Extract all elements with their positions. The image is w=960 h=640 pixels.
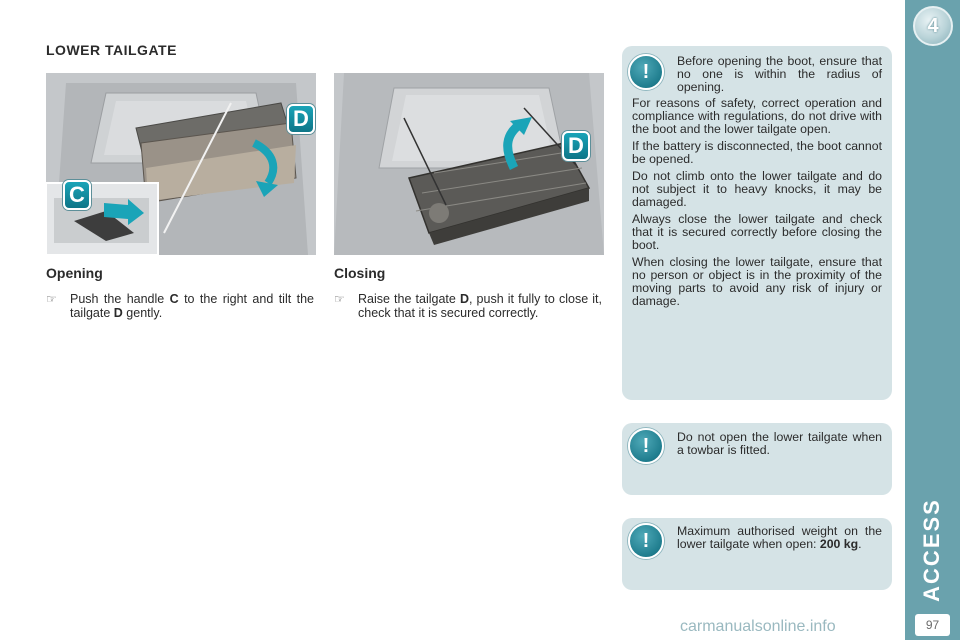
warning-icon: ! bbox=[628, 54, 664, 90]
figure-label-d-closing: D bbox=[562, 131, 590, 161]
closing-title: Closing bbox=[334, 265, 386, 281]
opening-title: Opening bbox=[46, 265, 103, 281]
opening-step-text: Push the handle C to the right and tilt the tailgate D gently. bbox=[70, 292, 314, 320]
chapter-number: 4 bbox=[927, 14, 939, 37]
pointer-hand-icon: ☞ bbox=[46, 292, 57, 306]
safety-note-paragraph: If the battery is disconnected, the boot cannot be opened. bbox=[632, 139, 882, 166]
safety-note-paragraphs bbox=[632, 97, 882, 312]
weight-note-text: Maximum authorised weight on the lower tailgate when open: 200 kg. bbox=[677, 524, 882, 551]
warning-icon: ! bbox=[628, 523, 664, 559]
figure-label-d: D bbox=[287, 104, 315, 134]
chapter-title: ACCESS bbox=[919, 498, 944, 602]
warning-icon: ! bbox=[628, 428, 664, 464]
page-number: 97 bbox=[915, 614, 950, 636]
towbar-note-text: Do not open the lower tailgate when a towbar is fitted. bbox=[677, 430, 882, 457]
closing-step-text: Raise the tailgate D, push it fully to close it, check that it is secured correctly. bbox=[358, 292, 602, 320]
safety-note-paragraph: Do not climb onto the lower tailgate and do not subject it to heavy knocks, it may be damaged. bbox=[632, 169, 882, 209]
pointer-hand-icon: ☞ bbox=[334, 292, 345, 306]
watermark: carmanualsonline.info bbox=[680, 618, 836, 635]
page-title: LOWER TAILGATE bbox=[46, 42, 177, 58]
opening-illustration bbox=[46, 73, 316, 255]
closing-step bbox=[334, 292, 602, 320]
opening-step bbox=[46, 292, 314, 320]
closing-illustration bbox=[334, 73, 604, 255]
safety-note-lead: Before opening the boot, ensure that no one is within the radius of opening. bbox=[677, 54, 882, 94]
chapter-badge bbox=[913, 6, 953, 46]
safety-note-paragraph: For reasons of safety, correct operation and compliance with regulations, do not drive with the boot and the lower tailgate open. bbox=[632, 96, 882, 136]
figure-label-c: C bbox=[63, 180, 91, 210]
safety-note-paragraph: Always close the lower tailgate and check that it is secured correctly before closing the boot. bbox=[632, 212, 882, 252]
opening-illustration-drawing bbox=[46, 73, 316, 255]
safety-note-paragraph: When closing the lower tailgate, ensure that no person or object is in the proximity of the moving parts to avoid any risk of injury or damage. bbox=[632, 255, 882, 308]
closing-illustration-drawing bbox=[334, 73, 604, 255]
